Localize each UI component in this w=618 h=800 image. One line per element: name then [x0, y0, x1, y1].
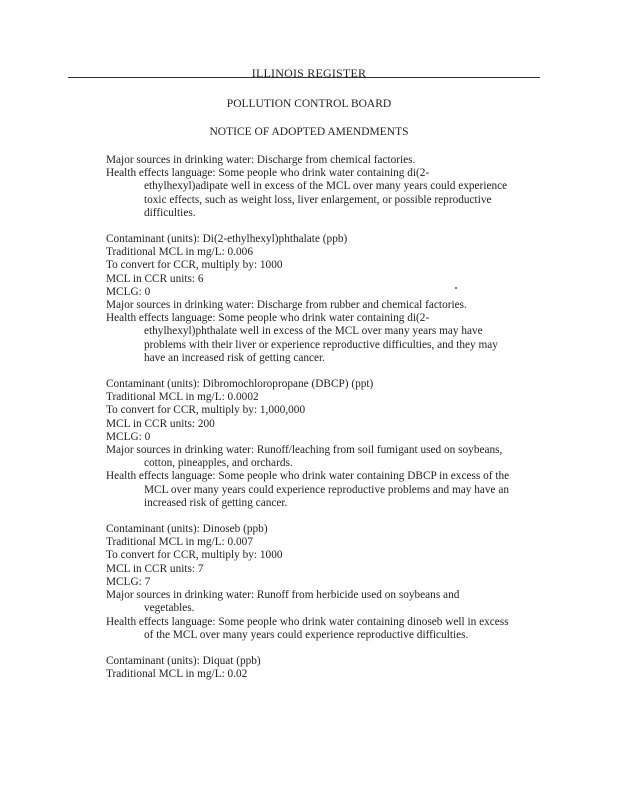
- text-line: Major sources in drinking water: Runoff from herbicide used on soybeans and: [106, 589, 460, 602]
- continuation-line: vegetables.: [144, 602, 195, 615]
- text-line: Traditional MCL in mg/L: 0.0002: [106, 391, 259, 404]
- text-line: MCLG: 0: [106, 285, 151, 298]
- block-spacer: [106, 220, 544, 233]
- continuation-line: have an increased risk of getting cancer.: [144, 351, 325, 364]
- continuation-line: difficulties.: [144, 206, 196, 219]
- text-line: MCL in CCR units: 6: [106, 272, 204, 285]
- contaminant-block: [106, 233, 544, 365]
- text-line: Contaminant (units): Dibromochloropropane (DBCP) (ppt): [106, 378, 374, 391]
- text-line: Health effects language: Some people who drink water containing di(2-: [106, 167, 430, 180]
- contaminant-block: [106, 154, 544, 220]
- text-line: Contaminant (units): Dinoseb (ppb): [106, 523, 268, 536]
- register-title: ILLINOIS REGISTER: [251, 66, 367, 80]
- continuation-line: of the MCL over many years could experience reproductive difficulties.: [144, 628, 469, 641]
- continuation-line: ethylhexyl)phthalate well in excess of the MCL over many years may have: [144, 325, 483, 338]
- contaminant-block: [106, 655, 544, 681]
- text-line: Contaminant (units): Di(2-ethylhexyl)phthalate (ppb): [106, 233, 348, 246]
- continuation-line: increased risk of getting cancer.: [144, 496, 288, 509]
- continuation-line: toxic effects, such as weight loss, liver enlargement, or possible reproductive: [144, 193, 492, 206]
- block-spacer: [106, 642, 544, 655]
- text-line: Traditional MCL in mg/L: 0.007: [106, 536, 253, 549]
- text-line: Major sources in drinking water: Runoff/leaching from soil fumigant used on soybeans,: [106, 444, 503, 457]
- block-spacer: [106, 365, 544, 378]
- text-line: Major sources in drinking water: Discharge from chemical factories.: [106, 154, 416, 166]
- contaminant-block: [106, 523, 544, 642]
- document-body: [106, 154, 544, 681]
- header-rule: [68, 77, 540, 78]
- text-line: Health effects language: Some people who drink water containing DBCP in excess of the: [106, 470, 510, 483]
- block-spacer: [106, 510, 544, 523]
- notice-title: NOTICE OF ADOPTED AMENDMENTS: [209, 126, 409, 138]
- text-line: Contaminant (units): Diquat (ppb): [106, 654, 261, 667]
- contaminant-block: [106, 378, 544, 510]
- text-line: To convert for CCR, multiply by: 1,000,000: [106, 404, 306, 417]
- text-line: MCLG: 0: [106, 430, 151, 443]
- text-line: MCL in CCR units: 200: [106, 417, 215, 430]
- board-name: POLLUTION CONTROL BOARD: [226, 98, 392, 110]
- text-line: MCLG: 7: [106, 575, 151, 588]
- continuation-line: cotton, pineapples, and orchards.: [144, 457, 293, 470]
- continuation-line: MCL over many years could experience reproductive problems and may have an: [144, 483, 510, 496]
- text-line: To convert for CCR, multiply by: 1000: [106, 259, 283, 272]
- text-line: Major sources in drinking water: Discharge from rubber and chemical factories.: [106, 299, 467, 312]
- continuation-line: ethylhexyl)adipate well in excess of the MCL over many years could experience: [144, 180, 508, 193]
- text-line: To convert for CCR, multiply by: 1000: [106, 549, 283, 562]
- text-line: Health effects language: Some people who drink water containing dinoseb well in excess: [106, 615, 509, 628]
- text-line: Traditional MCL in mg/L: 0.02: [106, 668, 248, 681]
- text-line: Traditional MCL in mg/L: 0.006: [106, 246, 253, 259]
- text-line: MCL in CCR units: 7: [106, 562, 204, 575]
- text-line: Health effects language: Some people who drink water containing di(2-: [106, 312, 430, 325]
- continuation-line: problems with their liver or experience reproductive difficulties, and they may: [144, 338, 498, 351]
